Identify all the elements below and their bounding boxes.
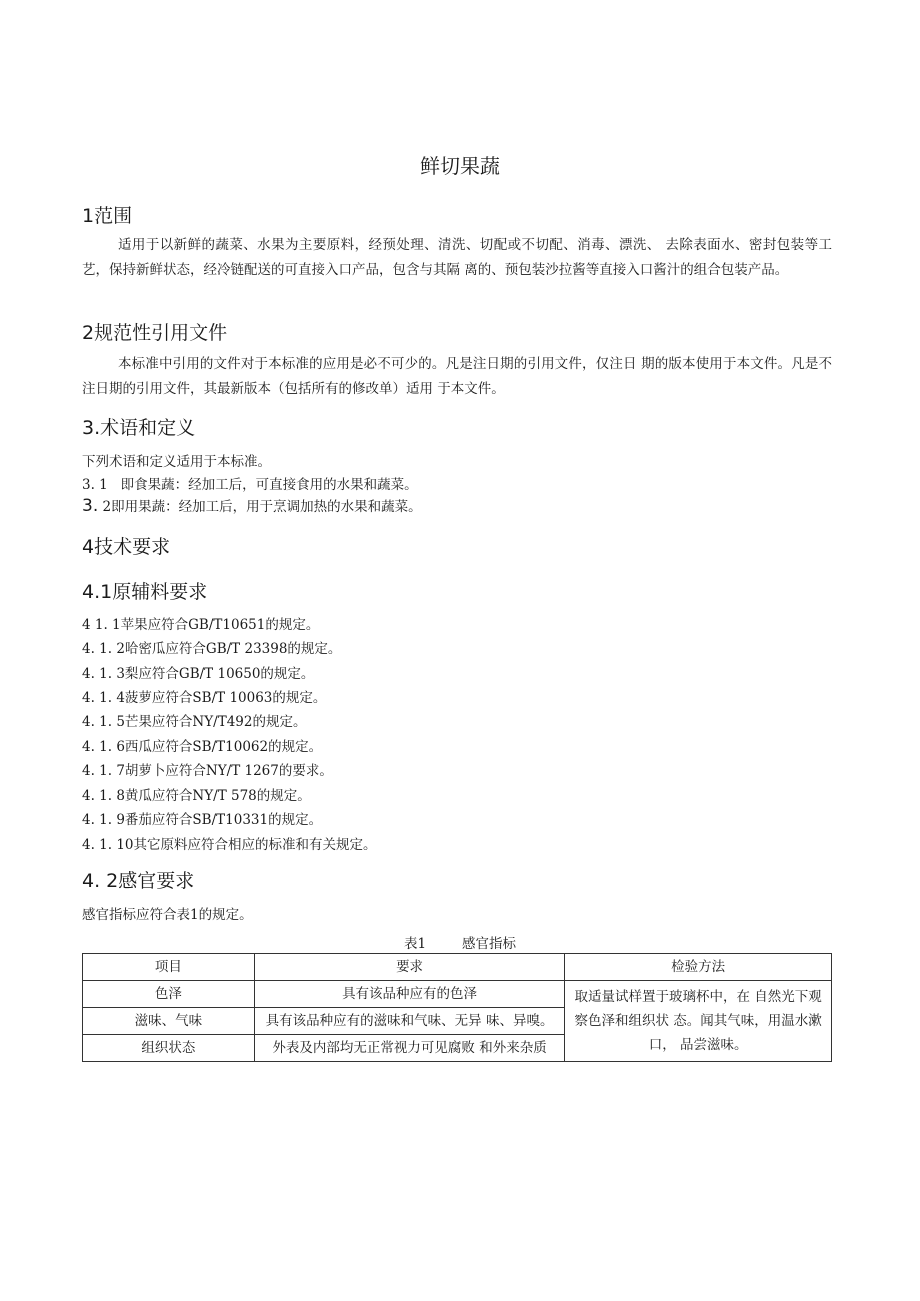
document-title: 鲜切果蔬 [420, 154, 500, 178]
list-item: 4. 1. 2哈密瓜应符合GB/T 23398的规定。 [82, 641, 342, 657]
list-item: 4. 1. 7胡萝卜应符合NY/T 1267的要求。 [82, 763, 333, 779]
table-header-row [83, 954, 832, 981]
definition-3-1-number: 3. 1 [82, 477, 108, 493]
table-caption [0, 932, 920, 952]
definition-3-1-text: 即食果蔬：经加工后，可直接食用的水果和蔬菜。 [120, 477, 418, 493]
table-cell-requirement: 具有该品种应有的色泽 [254, 981, 565, 1008]
section-1-text: 适用于以新鲜的蔬菜、水果为主要原料，经预处理、清洗、切配或不切配、消毒、漂洗、 去除表面水、密封包装等工艺，保持新鲜状态，经冷链配送的可直接入口产品，包含与其隔 离的、预包装沙拉酱等直接入口酱汁的组合包装产品。 [82, 237, 832, 278]
table-header-cell: 项目 [83, 954, 255, 981]
list-item: 4. 1. 4菠萝应符合SB/T 10063的规定。 [82, 690, 327, 706]
list-item: 4. 1. 9番茄应符合SB/T10331的规定。 [82, 812, 323, 828]
section-2-text: 本标准中引用的文件对于本标准的应用是必不可少的。凡是注日期的引用文件，仅注日 期的版本使用于本文件。凡是不注日期的引用文件，其最新版本（包括所有的修改单）适用 于本文件。 [82, 356, 832, 397]
table-header-cell: 检验方法 [565, 954, 832, 981]
list-item: 4. 1. 3梨应符合GB/T 10650的规定。 [82, 666, 315, 682]
sensory-table [82, 953, 832, 1062]
list-item: 4. 1. 5芒果应符合NY/T492的规定。 [82, 714, 307, 730]
table-cell-item: 滋味、气味 [83, 1008, 255, 1035]
definition-3-1 [82, 473, 418, 493]
definition-3-2-text: 2即用果蔬：经加工后，用于烹调加热的水果和蔬菜。 [102, 499, 422, 515]
list-item: 4. 1. 8黄瓜应符合NY/T 578的规定。 [82, 788, 311, 804]
table-cell-requirement: 具有该品种应有的滋味和气味、无异 味、异嗅。 [254, 1008, 565, 1035]
table-row [83, 981, 832, 1008]
section-3-intro: 下列术语和定义适用于本标准。 [82, 454, 271, 470]
table-cell-requirement: 外表及内部均无正常视力可见腐败 和外来杂质 [254, 1035, 565, 1062]
list-item: 4. 1. 6西瓜应符合SB/T10062的规定。 [82, 739, 323, 755]
table-cell-method: 取适量试样置于玻璃杯中，在 自然光下观察色泽和组织状 态。闻其气味，用温水漱口， 品尝滋味。 [565, 981, 832, 1062]
definition-3-2 [82, 495, 422, 516]
section-2-heading: 2规范性引用文件 [82, 322, 228, 344]
list-item: 4. 1. 10其它原料应符合相应的标准和有关规定。 [82, 837, 377, 853]
section-3-heading: 3.术语和定义 [82, 417, 196, 439]
table-cell-item: 色泽 [83, 981, 255, 1008]
table-cell-item: 组织状态 [83, 1035, 255, 1062]
section-4-heading: 4技术要求 [82, 536, 171, 558]
section-4-2-intro: 感官指标应符合表1的规定。 [82, 907, 253, 923]
list-item: 4 1. 1苹果应符合GB/T10651的规定。 [82, 617, 320, 633]
section-1-heading: 1范围 [82, 205, 133, 227]
section-4-1-heading: 4.1原辅料要求 [82, 581, 208, 603]
table-caption-number: 表1 [403, 936, 427, 952]
table-caption-title: 感官指标 [462, 936, 517, 952]
table-header-cell: 要求 [254, 954, 565, 981]
section-4-2-heading: 4. 2感官要求 [82, 870, 195, 892]
definition-3-2-number: 3. [82, 496, 99, 516]
